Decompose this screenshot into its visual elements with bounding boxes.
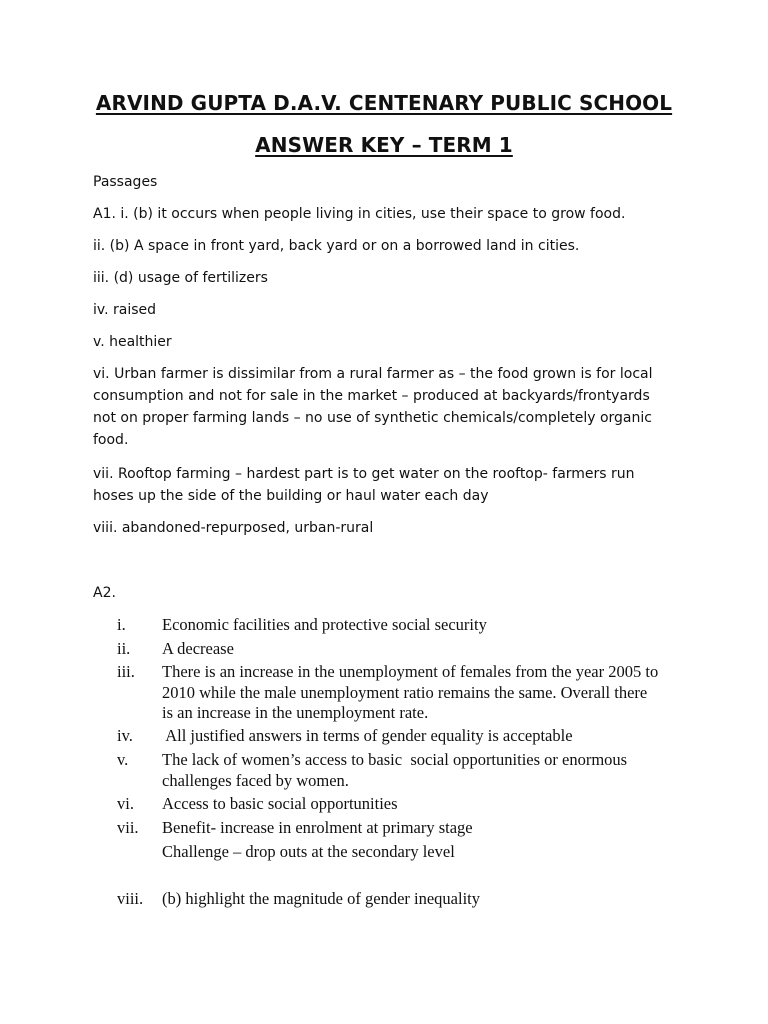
a2-answer-iii: There is an increase in the unemployment of females from the year 2005 to 2010 while the male unemployment ratio remains the same. Overall there is an increase in the unemployment rate. bbox=[162, 662, 659, 722]
a2-answer-iv: All justified answers in terms of gender equality is acceptable bbox=[162, 726, 573, 745]
a2-answer-viii: (b) highlight the magnitude of gender inequality bbox=[162, 889, 481, 908]
a1-answer-v: v. healthier bbox=[93, 334, 172, 350]
a2-answer-vi: Access to basic social opportunities bbox=[162, 794, 398, 813]
a1-answer-iv: iv. raised bbox=[93, 302, 157, 318]
a2-number-iii: iii. bbox=[117, 662, 135, 681]
a2-answer-v: The lack of women’s access to basic social opportunities or enormous challenges faced by women. bbox=[162, 750, 632, 790]
a1-answer-vii: vii. Rooftop farming – hardest part is to get water on the rooftop- farmers run hoses up the side of the building or haul water each day bbox=[93, 466, 635, 504]
a2-number-vii: vii. bbox=[117, 818, 139, 837]
a2-number-i: i. bbox=[117, 615, 126, 634]
answer-key-title: ANSWER KEY – TERM 1 bbox=[255, 133, 513, 157]
a2-number-ii: ii. bbox=[117, 639, 131, 658]
a2-answer-vii-benefit: Benefit- increase in enrolment at primary stage bbox=[162, 818, 473, 837]
a2-answer-vii-challenge: Challenge – drop outs at the secondary level bbox=[162, 842, 455, 861]
a1-answer-ii: ii. (b) A space in front yard, back yard or on a borrowed land in cities. bbox=[93, 238, 580, 254]
a1-answer-vi: vi. Urban farmer is dissimilar from a rural farmer as – the food grown is for local consumption and not for sale in the market – produced at backyards/frontyards not on proper farming lands – no use of synthetic chemicals/completely organic food. bbox=[93, 366, 653, 448]
a1-answer-iii: iii. (d) usage of fertilizers bbox=[93, 270, 268, 286]
a2-number-vi: vi. bbox=[117, 794, 134, 813]
a2-answer-ii: A decrease bbox=[162, 639, 234, 658]
school-name-heading: ARVIND GUPTA D.A.V. CENTENARY PUBLIC SCHOOL bbox=[95, 91, 673, 115]
a2-answer-i: Economic facilities and protective social security bbox=[162, 615, 487, 634]
a2-number-iv: iv. bbox=[117, 726, 133, 745]
a2-label: A2. bbox=[93, 585, 116, 601]
a1-answer-i: A1. i. (b) it occurs when people living in cities, use their space to grow food. bbox=[93, 206, 626, 222]
a2-number-viii: viii. bbox=[117, 889, 144, 908]
a2-number-v: v. bbox=[117, 750, 129, 769]
a1-answer-viii: viii. abandoned-repurposed, urban-rural bbox=[93, 520, 374, 536]
passages-heading: Passages bbox=[93, 174, 158, 190]
